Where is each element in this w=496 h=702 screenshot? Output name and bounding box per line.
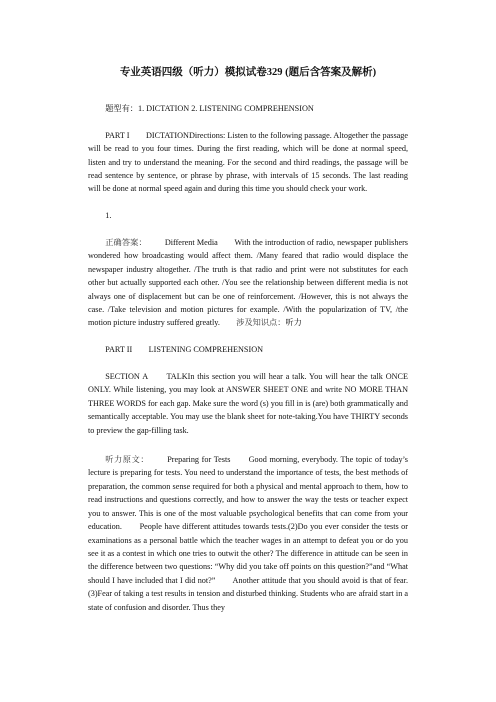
document-title: 专业英语四级（听力）模拟试卷329 (题后含答案及解析) [119,67,377,78]
part2-heading: PART II LISTENING COMPREHENSION [105,345,264,355]
part1-directions [88,129,408,196]
transcript-paragraph [88,453,408,614]
knowledge-label: 涉及知识点： [236,318,286,328]
answer-paragraph [88,236,408,330]
answer-text: Different Media With the introduction of radio, newspaper publishers wondered how broadcasting would affect them. /Many feared that radio would displace the newspaper industry altogether. /The truth is that radio and print were not substitutes for each other but actually supported each other. /You see the relationship between different media is not always one of displacement but can be one of reinforcement. /However, this is not always the case. /Take television and motion pictures for example. /With the popularization of TV, /the motion picture industry suffered greatly. [88,238,408,328]
question-types-line [88,102,408,115]
part1-directions-text: Directions: Listen to the following passage. Altogether the passage will be read to you four times. During the first reading, which will be done at normal speed, listen and try to understand the meaning. For the second and third readings, the passage will be read sentence by sentence, or phrase by phrase, with intervals of 15 seconds. The last reading will be done at normal speed again and during this time you should check your work. [88,130,408,194]
section-a-instructions [88,370,408,437]
answer-label: 正确答案： [105,238,147,248]
part1-heading: PART I DICTATION [105,130,189,140]
question-types: 题型有：1. DICTATION 2. LISTENING COMPREHENSION [105,104,314,113]
question-number: 1. [105,211,112,221]
section-a-heading: SECTION A TALK [105,372,188,382]
transcript-text: Preparing for Tests Good morning, everybody. The topic of today’s lecture is preparing for tests. You need to understand the importance of tests, the best methods of preparation, the common sense required for both a physical and mental approach to them, how to read instructions and questions correctly, and how to answer the way the tests or teacher expect you to answer. This is one of the most valuable psychological benefits that can come from your education. People have different attitudes towards tests.(2)Do you ever consider the tests or examinations as a personal battle which the teacher wages in an attempt to defeat you or do you see it as a contest in which one tries to outwit the other? The difference in attitude can be seen in the difference between two questions: “Why did you take off points on this question?”and “What should I have included that I did not?” Another attitude that you should avoid is that of fear.(3)Fear of taking a test results in tension and disturbed thinking. Students who are afraid start in a state of confusion and disorder. Thus they [88,455,408,612]
section-a-text: In this section you will hear a talk. You will hear the talk ONCE ONLY. While listening, you may look at ANSWER SHEET ONE and write NO MORE THAN THREE WORDS for each gap. Make sure the word (s) you fill in is (are) both grammatically and semantically acceptable. You may use the blank sheet for note-taking.You have THIRTY seconds to preview the gap-filling task. [88,372,408,435]
knowledge-value: 听力 [285,318,302,328]
transcript-label: 听力原文： [105,455,150,465]
